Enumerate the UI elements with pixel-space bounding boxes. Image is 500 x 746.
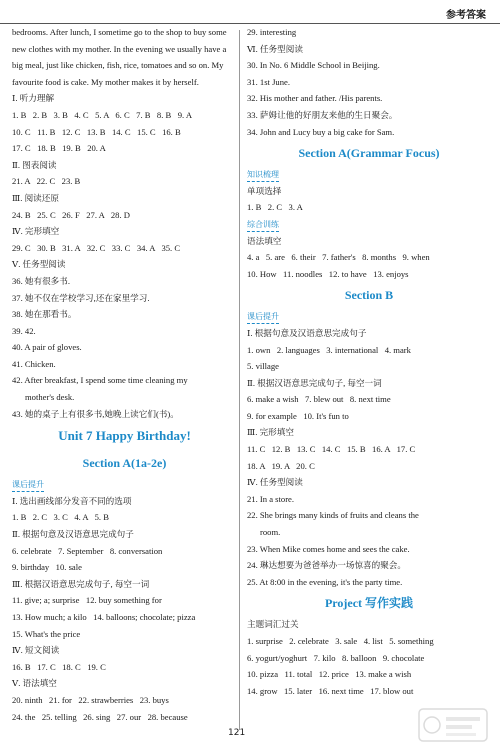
- answer-line: 23. When Mike comes home and sees the cake.: [247, 543, 410, 554]
- answer-line: Ⅳ. 完形填空: [12, 226, 60, 237]
- answer-line: 32. His mother and father. /His parents.: [247, 93, 383, 104]
- answer-line: 9. for example 10. It's fun to: [247, 410, 349, 421]
- section-tag: 课后提升: [12, 479, 44, 492]
- answer-line: 21. In a store.: [247, 493, 295, 504]
- answer-line: 37. 她不仅在学校学习,还在家里学习.: [12, 292, 150, 303]
- answer-line: Ⅰ. 根据句意及汉语意思完成句子: [247, 327, 367, 338]
- answer-line: 21. A 22. C 23. B: [12, 176, 81, 187]
- left-column: [12, 24, 237, 725]
- section-title: Section B: [344, 288, 394, 303]
- answer-line: 14. grow 15. later 16. next time 17. blow out: [247, 685, 414, 696]
- answer-line: 40. A pair of gloves.: [12, 342, 82, 353]
- section-title: Project 写作实践: [324, 596, 414, 611]
- answer-line: 39. 42.: [12, 325, 36, 336]
- section-tag-row: [247, 308, 491, 325]
- answer-line-continued: mother's desk.: [25, 392, 75, 403]
- answer-line: 主题词汇过关: [247, 619, 299, 630]
- answer-line: 25. At 8:00 in the evening, it's the party time.: [247, 576, 403, 587]
- answer-line: 15. What's the price: [12, 628, 81, 639]
- section-title: Section A(1a-2e): [82, 456, 167, 471]
- answer-line: 24. B 25. C 26. F 27. A 28. D: [12, 209, 130, 220]
- answer-line: 1. B 2. B 3. B 4. C 5. A 6. C 7. B 8. B 9. A: [12, 109, 193, 120]
- answer-line: 语法填空: [247, 235, 282, 246]
- answer-line: 11. C 12. B 13. C 14. C 15. B 16. A 17. C: [247, 444, 416, 455]
- answer-line: Ⅴ. 语法填空: [12, 678, 57, 689]
- answer-line: 6. yogurt/yoghurt 7. kilo 8. balloon 9. chocolate: [247, 652, 425, 663]
- unit-title: Unit 7 Happy Birthday!: [58, 428, 191, 444]
- answer-line: Ⅴ. 任务型阅读: [12, 259, 66, 270]
- answer-line: Ⅱ. 根据句意及汉语意思完成句子: [12, 529, 134, 540]
- page-number: 121: [228, 728, 246, 738]
- answer-line: 30. In No. 6 Middle School in Beijing.: [247, 60, 380, 71]
- section-title: Section A(Grammar Focus): [298, 146, 440, 161]
- answer-line: 43. 她的桌子上有很多书,她晚上读它们(书)。: [12, 408, 179, 419]
- answer-line: 24. 琳达想要为爸爸举办一场惊喜的聚会。: [247, 560, 406, 571]
- answer-line: 10. pizza 11. total 12. price 13. make a wish: [247, 669, 412, 680]
- answer-line: 34. John and Lucy buy a big cake for Sam.: [247, 126, 395, 137]
- answer-line: Ⅱ. 图表阅读: [12, 159, 57, 170]
- section-tag: 综合训练: [247, 219, 279, 232]
- section-tag: 知识梳理: [247, 169, 279, 182]
- answer-line-continued: room.: [260, 527, 281, 538]
- paragraph-text: bedrooms. After lunch, I sometime go to the shop to buy some new clothes with my mother. In the evening we usually have a big meal, just like chicken, fish, rice, tomatoes and so on. My favourite food is cake. My mother makes it by herself.: [12, 27, 227, 87]
- right-column: [247, 24, 491, 699]
- answer-line: 1. surprise 2. celebrate 3. sale 4. list 5. something: [247, 636, 434, 646]
- column-divider: [239, 30, 240, 730]
- section-tag: 课后提升: [247, 311, 279, 324]
- answer-line: 单项选择: [247, 185, 282, 196]
- answer-line: 4. a 5. are 6. their 7. father's 8. months 9. when: [247, 252, 430, 263]
- watermark-logo: [418, 708, 488, 742]
- answer-line: 6. make a wish 7. blew out 8. next time: [247, 394, 391, 405]
- answer-line: Ⅳ. 任务型阅读: [247, 477, 303, 488]
- section-tag-row: [247, 166, 491, 183]
- answer-line: 6. celebrate 7. September 8. conversation: [12, 545, 163, 556]
- answer-line: Ⅱ. 根据汉语意思完成句子, 每空一词: [247, 377, 382, 388]
- answer-line: 9. birthday 10. sale: [12, 562, 82, 573]
- answer-line: Ⅵ. 任务型阅读: [247, 43, 303, 54]
- answer-line: 29. C 30. B 31. A 32. C 33. C 34. A 35. C: [12, 242, 181, 253]
- answer-line: 1. B 2. C 3. C 4. A 5. B: [12, 512, 109, 523]
- answer-line: Ⅲ. 完形填空: [247, 427, 294, 438]
- answer-line: Ⅰ. 听力理解: [12, 93, 55, 104]
- answer-line: 17. C 18. B 19. B 20. A: [12, 143, 106, 154]
- answer-line: 29. interesting: [247, 27, 297, 37]
- answer-line: 20. ninth 21. for 22. strawberries 23. buys: [12, 694, 169, 705]
- answer-line: 11. give; a; surprise 12. buy something for: [12, 595, 162, 606]
- answer-line: Ⅳ. 短文阅读: [12, 645, 60, 656]
- answer-line: 42. After breakfast, I spend some time cleaning my: [12, 375, 188, 386]
- answer-line: 1. own 2. languages 3. international 4. mark: [247, 344, 411, 355]
- answer-line: Ⅰ. 选出画线部分发音不同的选项: [12, 495, 132, 506]
- answer-line: 10. C 11. B 12. C 13. B 14. C 15. C 16. B: [12, 126, 181, 137]
- answer-line: 24. the 25. telling 26. sing 27. our 28. because: [12, 711, 188, 722]
- answer-line: Ⅲ. 根据汉语意思完成句子, 每空一词: [12, 578, 150, 589]
- answer-line: 18. A 19. A 20. C: [247, 460, 315, 471]
- answer-line: 36. 她有很多书.: [12, 275, 71, 286]
- page-header-title: 参考答案: [446, 10, 486, 21]
- answer-line: 5. village: [247, 361, 279, 372]
- answer-line: 31. 1st June.: [247, 76, 290, 87]
- answer-line: 38. 她在那看书。: [12, 309, 77, 320]
- answer-line: 22. She brings many kinds of fruits and cleans the: [247, 510, 419, 521]
- answer-line: 1. B 2. C 3. A: [247, 202, 303, 213]
- answer-line: 13. How much; a kilo 14. balloons; chocolate; pizza: [12, 612, 196, 622]
- answer-line: 33. 萨姆让他的好朋友来他的生日聚会。: [247, 109, 398, 120]
- answer-line: 16. B 17. C 18. C 19. C: [12, 661, 106, 672]
- section-tag-row: [247, 216, 491, 233]
- answer-line: 41. Chicken.: [12, 358, 56, 369]
- answer-line: 10. How 11. noodles 12. to have 13. enjoys: [247, 268, 409, 279]
- answer-line: Ⅲ. 阅读还原: [12, 192, 59, 203]
- section-tag-row: [12, 476, 237, 493]
